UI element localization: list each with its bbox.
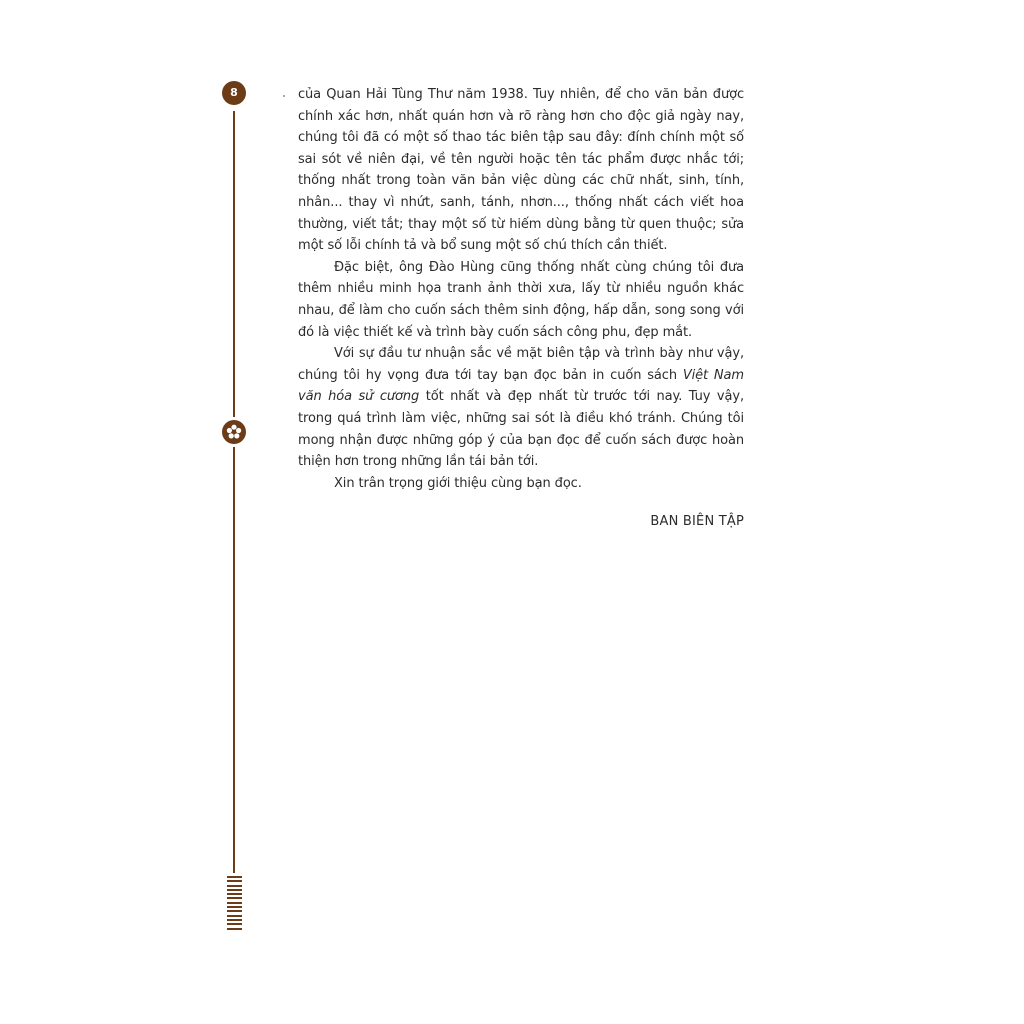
paragraph-3-tail: tốt nhất và đẹp nhất từ trước tới nay. Tuy vậy, trong quá trình làm việc, những sai sót là điều khó tránh. Chúng tôi mong nhận được những góp ý của bạn đọc để cuốn sách được hoàn thiện hơn trong những lần tái bản tới.: [298, 389, 744, 470]
paragraph-3: [298, 343, 744, 473]
vertical-rule-bottom: [233, 447, 235, 873]
book-title: Việt Nam văn hóa sử cương: [298, 367, 744, 405]
paragraph-3-lead: Với sự đầu tư nhuận sắc về mặt biên tập và trình bày như vậy, chúng tôi hy vọng đưa tới tay bạn đọc bản in cuốn sách: [298, 346, 744, 383]
page-number-badge: 8: [222, 81, 246, 105]
margin-dot: [283, 95, 285, 97]
vertical-rule-top: [233, 111, 235, 417]
signature: BAN BIÊN TẬP: [650, 514, 744, 529]
flower-icon: [222, 420, 246, 444]
ladder-bars-icon: [227, 876, 242, 934]
paragraph-1: của Quan Hải Tùng Thư năm 1938. Tuy nhiên, để cho văn bản được chính xác hơn, nhất quán hơn và rõ ràng hơn cho độc giả ngày nay, chúng tôi đã có một số thao tác biên tập sau đây: đính chính một số sai sót về niên đại, về tên người hoặc tên tác phẩm được nhắc tới; thống nhất trong toàn văn bản việc dùng các chữ nhất, sinh, tính, nhân... thay vì nhứt, sanh, tánh, nhơn..., thống nhất cách viết hoa thường, viết tắt; thay một số từ hiếm dùng bằng từ quen thuộc; sửa một số lỗi chính tả và bổ sung một số chú thích cần thiết.: [298, 87, 744, 254]
paragraph-2: Đặc biệt, ông Đào Hùng cũng thống nhất cùng chúng tôi đưa thêm nhiều minh họa tranh ảnh thời xưa, lấy từ nhiều nguồn khác nhau, để làm cho cuốn sách thêm sinh động, hấp dẫn, song song với đó là việc thiết kế và trình bày cuốn sách công phu, đẹp mắt.: [298, 259, 744, 340]
paragraph-4: Xin trân trọng giới thiệu cùng bạn đọc.: [334, 475, 582, 491]
body-text: [298, 84, 744, 494]
